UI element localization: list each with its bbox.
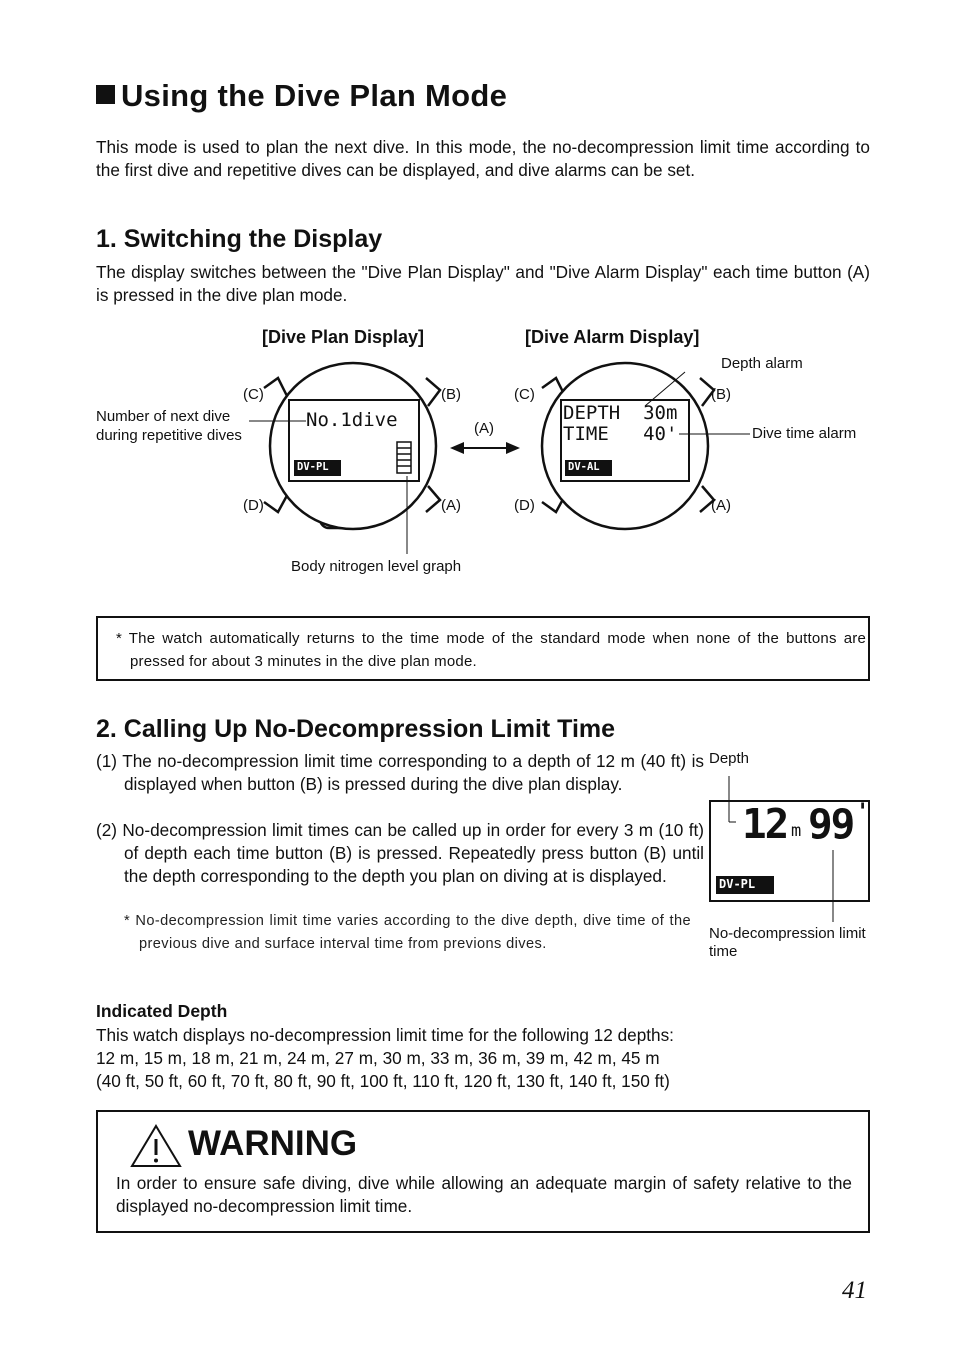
lcd-depth-unit: m xyxy=(791,821,802,841)
auto-return-note-text: * The watch automatically returns to the time mode of the standard mode when none of the buttons are pressed for about 3 minutes in the dive plan mode. xyxy=(116,630,866,670)
lcd-time-alarm-line: TIME 40' xyxy=(563,423,678,445)
lcd-mode-dv-pl: DV-PL xyxy=(719,877,756,891)
label-nitrogen-graph: Body nitrogen level graph xyxy=(291,558,462,575)
label-button-b: (B) xyxy=(441,386,461,403)
label-depth: Depth xyxy=(709,750,750,767)
label-button-c: (C) xyxy=(514,386,535,403)
label-button-d: (D) xyxy=(514,497,535,514)
intro-paragraph: This mode is used to plan the next dive. In this mode, the no-decompression limit time according to the first dive and repetitive dives can be displayed, and dive alarms can be set. xyxy=(96,137,870,180)
dive-alarm-watch xyxy=(542,363,714,529)
lcd-limit-time-value: 99 xyxy=(808,800,854,848)
lcd-mode-dv-pl: DV-PL xyxy=(297,461,329,473)
auto-return-note-box xyxy=(96,616,870,681)
section-switching-text: The display switches between the "Dive Plan Display" and "Dive Alarm Display" each time button (A) is pressed in the dive plan mode. xyxy=(96,262,870,305)
caption-dive-alarm-display: [Dive Alarm Display] xyxy=(525,327,700,347)
double-arrow-icon xyxy=(450,442,520,454)
lcd-mode-dv-al: DV-AL xyxy=(568,461,600,473)
square-bullet-icon xyxy=(96,85,115,104)
label-next-dive: Number of next dive during repetitive dives xyxy=(96,408,242,444)
warning-triangle-icon xyxy=(130,1124,182,1168)
lcd-minute-mark: ' xyxy=(856,800,870,825)
indicated-depth-imperial: (40 ft, 50 ft, 60 ft, 70 ft, 80 ft, 90 ft, 100 ft, 110 ft, 120 ft, 130 ft, 140 ft, 150 ft) xyxy=(96,1071,670,1091)
label-depth-alarm: Depth alarm xyxy=(721,355,803,372)
indicated-depth-metric: 12 m, 15 m, 18 m, 21 m, 24 m, 27 m, 30 m, 33 m, 36 m, 39 m, 42 m, 45 m xyxy=(96,1048,660,1068)
section-heading-no-deco: 2. Calling Up No-Decompression Limit Time xyxy=(96,715,616,743)
label-button-a: (A) xyxy=(441,497,461,514)
section-heading-switching: 1. Switching the Display xyxy=(96,225,383,253)
watch-display-figure xyxy=(0,350,954,590)
label-button-c: (C) xyxy=(243,386,264,403)
button-a-shape xyxy=(426,486,440,512)
no-deco-variance-note: * No-decompression limit time varies according to the dive depth, dive time of the previous dive and surface interval time from previons dives. xyxy=(124,913,691,952)
lcd-depth-alarm-line: DEPTH 30m xyxy=(563,402,678,424)
caption-dive-plan-display: [Dive Plan Display] xyxy=(262,327,425,347)
lcd-depth-value: 12 xyxy=(742,800,788,848)
page-number: 41 xyxy=(842,1277,867,1304)
lcd-leader-lines xyxy=(700,770,880,930)
warning-title: WARNING xyxy=(188,1124,358,1163)
label-button-b: (B) xyxy=(711,386,731,403)
label-no-deco-limit-time: No-decompression limit time xyxy=(709,925,866,960)
page-title: Using the Dive Plan Mode xyxy=(96,78,507,114)
label-button-a: (A) xyxy=(711,497,731,514)
label-dive-time-alarm: Dive time alarm xyxy=(752,425,857,442)
dive-plan-watch xyxy=(264,363,440,529)
indicated-depth-intro: This watch displays no-decompression limit time for the following 12 depths: xyxy=(96,1025,674,1045)
nitrogen-level-graph xyxy=(397,442,411,473)
warning-box xyxy=(96,1110,870,1233)
list-item-1: (1) The no-decompression limit time corresponding to a depth of 12 m (40 ft) is displayed when button (B) is pressed during the dive plan display. xyxy=(96,751,704,794)
lcd-next-dive-text: No.1dive xyxy=(306,409,398,431)
indicated-depth-heading: Indicated Depth xyxy=(96,1001,228,1021)
arrow-label: (A) xyxy=(474,420,494,437)
warning-text: In order to ensure safe diving, dive while allowing an adequate margin of safety relative to the displayed no-decompression limit time. xyxy=(116,1173,852,1216)
label-button-d: (D) xyxy=(243,497,264,514)
button-b-shape xyxy=(426,378,440,406)
list-item-2: (2) No-decompression limit times can be called up in order for every 3 m (10 ft) of depth each time button (B) is pressed. Repeatedly press button (B) until the depth corresponding to the depth you plan on diving at is displayed. xyxy=(96,820,704,886)
